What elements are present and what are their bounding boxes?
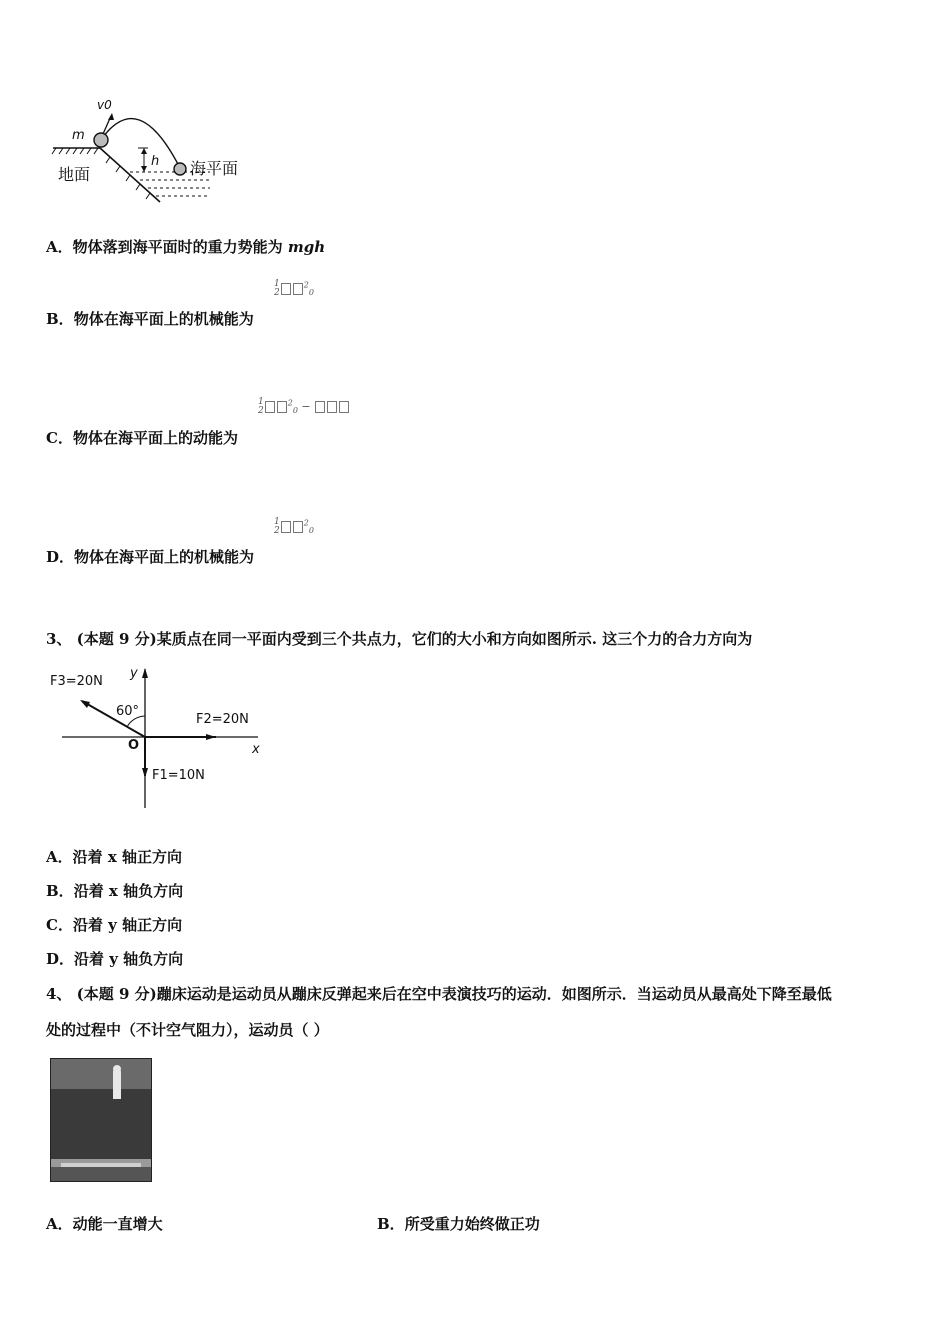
option-label: A． xyxy=(46,238,73,256)
option-label: C． xyxy=(46,429,73,447)
label-sea: 海平面 xyxy=(190,159,239,178)
q4-stem-line1 xyxy=(46,983,832,1004)
formula-d: 1 2 $^2_0$ xyxy=(274,517,314,536)
q3-option-b xyxy=(46,880,183,901)
option-label: B． xyxy=(46,882,74,900)
q4-option-a xyxy=(46,1213,163,1234)
label-angle: 60° xyxy=(116,704,140,719)
formula-c: 1 2 $^2_0$ − xyxy=(258,398,350,416)
q3-option-a xyxy=(46,846,182,867)
option-suffix: mgh xyxy=(287,238,326,256)
option-text: 物体在海平面上的机械能为 xyxy=(74,548,255,566)
option-label: C． xyxy=(46,916,73,934)
q4-stem-line2 xyxy=(46,1019,329,1040)
q4-number: 4、 xyxy=(46,985,72,1003)
label-f3: F3=20N xyxy=(50,674,103,689)
q3-text: 某质点在同一平面内受到三个共点力，它们的大小和方向如图所示. 这三个力的合力方向为 xyxy=(156,630,753,648)
option-text: 动能一直增大 xyxy=(72,1215,163,1233)
option-text: 物体落到海平面时的重力势能为 xyxy=(72,238,288,256)
q2-option-c xyxy=(46,427,238,448)
q4-text1: 蹦床运动是运动员从蹦床反弹起来后在空中表演技巧的运动．如图所示．当运动员从最高处下降至最低 xyxy=(156,985,832,1003)
option-text: 沿着 x 轴正方向 xyxy=(72,848,183,866)
option-text: 沿着 x 轴负方向 xyxy=(73,882,184,900)
label-m: m xyxy=(72,128,85,143)
option-text: 物体在海平面上的动能为 xyxy=(72,429,238,447)
label-x: x xyxy=(252,742,260,757)
option-text: 沿着 y 轴负方向 xyxy=(74,950,184,968)
option-text: 沿着 y 轴正方向 xyxy=(72,916,183,934)
option-label: B． xyxy=(46,310,74,328)
trampoline-photo xyxy=(50,1058,152,1182)
q2-option-b xyxy=(46,308,254,329)
q2-option-a xyxy=(46,236,325,257)
option-text: 物体在海平面上的机械能为 xyxy=(73,310,254,328)
projectile-figure xyxy=(48,96,258,208)
ball-end xyxy=(174,163,186,175)
q3-number: 3、 xyxy=(46,630,72,648)
q4-score: (本题 9 分) xyxy=(76,985,157,1003)
label-origin: O xyxy=(128,738,140,753)
option-label: D． xyxy=(46,950,75,968)
label-y: y xyxy=(130,666,138,681)
q3-stem xyxy=(46,628,752,649)
label-h: h xyxy=(151,154,160,169)
formula-b: 1 2 $^2_0$ xyxy=(274,279,314,298)
option-label: A． xyxy=(46,848,73,866)
q2-option-d xyxy=(46,546,254,567)
q4-option-b xyxy=(377,1213,540,1234)
ball-start xyxy=(94,133,108,147)
option-label: B． xyxy=(377,1215,405,1233)
trampoline-photo-drawing xyxy=(51,1059,151,1181)
label-ground: 地面 xyxy=(58,165,91,184)
q3-option-c xyxy=(46,914,182,935)
label-f2: F2=20N xyxy=(196,712,249,727)
label-f1: F1=10N xyxy=(152,768,205,783)
option-text: 所受重力始终做正功 xyxy=(404,1215,540,1233)
option-label: D． xyxy=(46,548,75,566)
label-v0: v0 xyxy=(97,98,112,112)
q3-score: (本题 9 分) xyxy=(76,630,157,648)
q4-text2: 处的过程中（不计空气阻力），运动员（ ） xyxy=(46,1021,329,1039)
option-label: A． xyxy=(46,1215,73,1233)
q3-option-d xyxy=(46,948,183,969)
